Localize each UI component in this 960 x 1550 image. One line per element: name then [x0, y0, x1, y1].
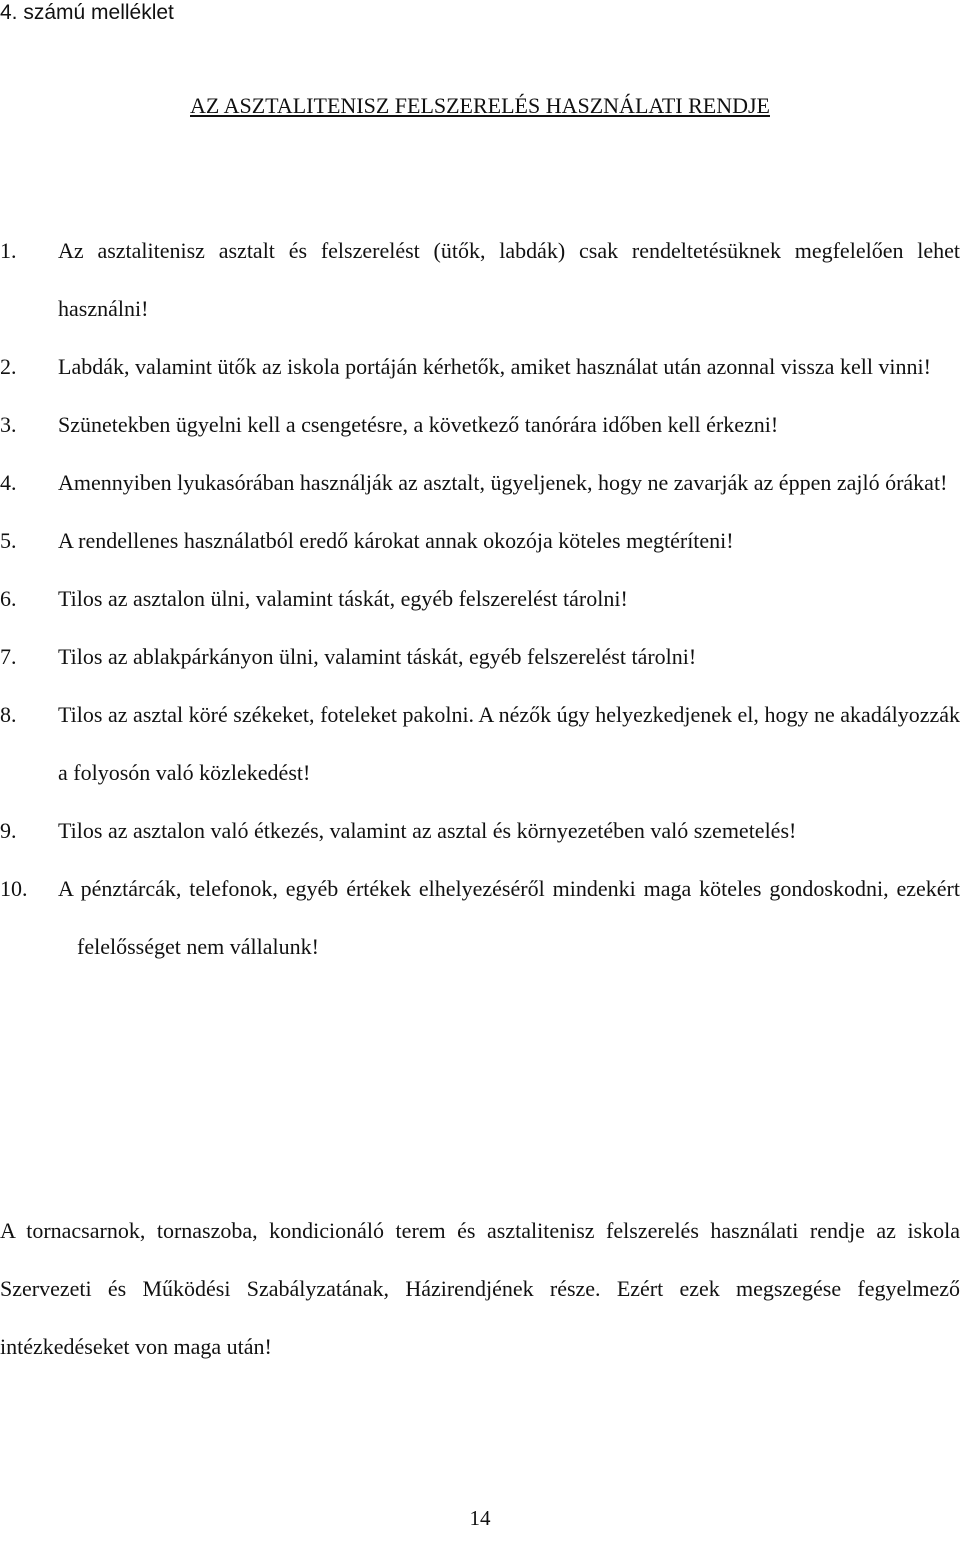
rule-item — [0, 454, 960, 512]
rule-text: Tilos az asztalon való étkezés, valamint az asztal és környezetében való szemetelés! — [58, 818, 797, 843]
rule-number: 2. — [0, 354, 17, 379]
rule-text: A rendellenes használatból eredő károkat annak okozója köteles megtéríteni! — [58, 528, 734, 553]
rule-text: Labdák, valamint ütők az iskola portáján kérhetők, amiket használat után azonnal vissza kell vinni! — [58, 354, 931, 379]
rule-text: Tilos az ablakpárkányon ülni, valamint táskát, egyéb felszerelést tárolni! — [58, 644, 697, 669]
closing-paragraph: A tornacsarnok, tornaszoba, kondicionáló terem és asztalitenisz felszerelés használati rendje az iskola Szervezeti és Működési Szabályzatának, Házirendjének része. Ezért ezek megszegése fegyelmező intézkedéseket von maga után! — [0, 1218, 960, 1359]
rule-item — [0, 686, 960, 802]
rule-text: Tilos az asztal köré székeket, foteleket pakolni. A nézők úgy helyezkedjenek el, hogy ne akadályozzák a folyosón való közlekedést! — [58, 702, 960, 785]
rule-item — [0, 338, 960, 396]
rule-item — [0, 512, 960, 570]
rule-number: 9. — [0, 818, 17, 843]
rule-item — [0, 628, 960, 686]
rule-number: 3. — [0, 412, 17, 437]
rule-item — [0, 860, 960, 976]
rule-item — [0, 222, 960, 338]
rule-number: 4. — [0, 470, 17, 495]
rule-item — [0, 396, 960, 454]
rule-text: Az asztalitenisz asztalt és felszerelést (ütők, labdák) csak rendeltetésüknek megfelelően lehet használni! — [58, 238, 960, 321]
rule-number: 5. — [0, 528, 17, 553]
rule-item — [0, 802, 960, 860]
rule-number: 6. — [0, 586, 17, 611]
rule-item — [0, 570, 960, 628]
rule-number: 10. — [0, 876, 28, 901]
rule-number: 1. — [0, 238, 17, 263]
rule-text: A pénztárcák, telefonok, egyéb értékek elhelyezéséről mindenki maga köteles gondoskodni, ezekért felelősséget nem vállalunk! — [58, 876, 960, 959]
document-title: AZ ASZTALITENISZ FELSZERELÉS HASZNÁLATI RENDJE — [190, 93, 770, 118]
page-number: 14 — [469, 1506, 491, 1530]
rule-text: Amennyiben lyukasórában használják az asztalt, ügyeljenek, hogy ne zavarják az éppen zajló órákat! — [58, 470, 948, 495]
rule-text: Tilos az asztalon ülni, valamint táskát, egyéb felszerelést tárolni! — [58, 586, 628, 611]
rule-number: 7. — [0, 644, 17, 669]
rules-list — [0, 222, 960, 976]
rule-number: 8. — [0, 702, 17, 727]
attachment-label: 4. számú melléklet — [0, 1, 174, 24]
rule-text: Szünetekben ügyelni kell a csengetésre, a következő tanórára időben kell érkezni! — [58, 412, 779, 437]
